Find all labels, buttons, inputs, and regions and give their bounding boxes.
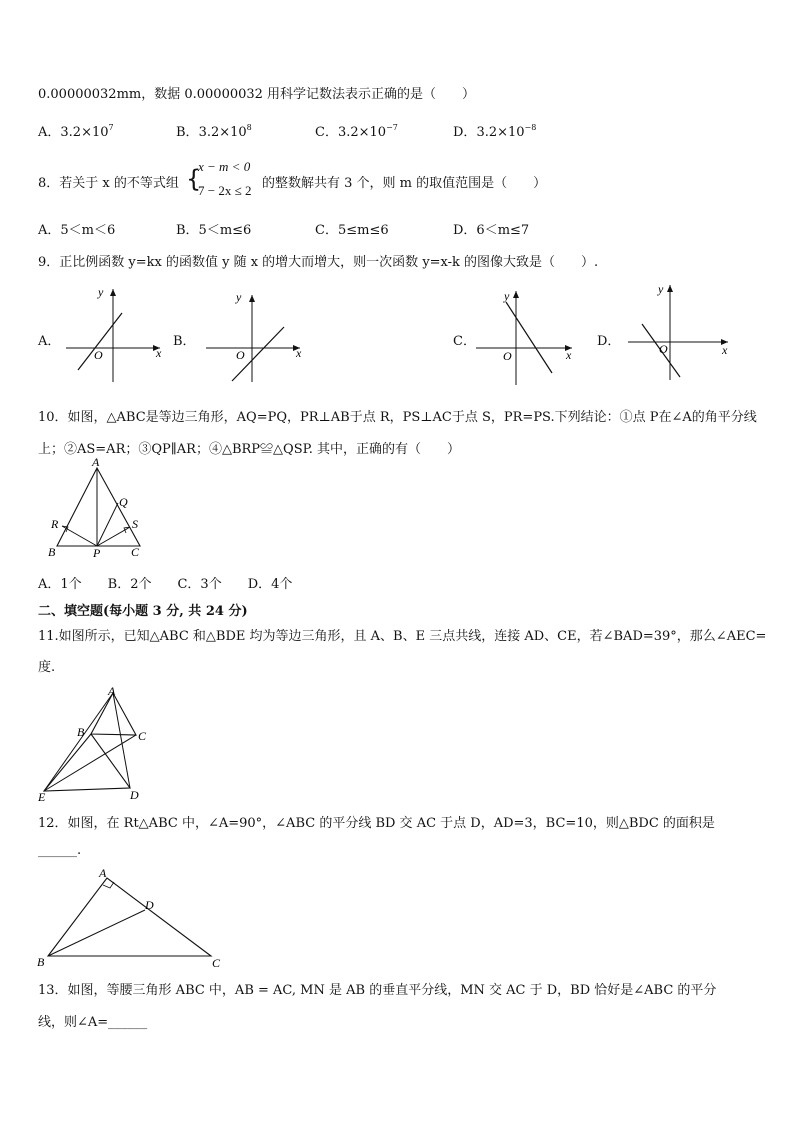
label-c: C	[131, 545, 140, 559]
origin-label: O	[503, 349, 512, 363]
q9-option-a[interactable]: A．	[38, 334, 61, 349]
q7-text: 0.00000032mm，数据 0.00000032 用科学记数法表示正确的是（ ）	[38, 87, 476, 102]
y-axis-label: y	[504, 289, 510, 303]
origin-label: O	[659, 342, 668, 356]
label-b: B	[37, 955, 45, 969]
q10-options[interactable]: A．1个 B．2个 C．3个 D．4个	[38, 577, 293, 592]
option-label: A．	[38, 125, 61, 140]
q7-option-c[interactable]	[315, 121, 398, 140]
y-axis-label: y	[658, 282, 664, 296]
option-value: 3.2×10	[337, 125, 387, 140]
label-b: B	[77, 725, 85, 739]
x-axis-label: x	[566, 348, 572, 362]
label-r: R	[51, 517, 59, 531]
option-label: D．	[453, 125, 477, 140]
x-axis-label: x	[722, 343, 728, 357]
option-label: C．	[315, 125, 338, 140]
option-value: 3.2×10	[60, 125, 109, 140]
q13-text-line2: 线，则∠A=______	[38, 1015, 148, 1030]
q7-option-b[interactable]	[176, 121, 252, 140]
q8-inequality-1: x − m < 0	[198, 159, 251, 174]
label-s: S	[132, 517, 138, 531]
option-exponent: −8	[524, 123, 537, 132]
q10-figure	[45, 456, 155, 561]
label-a: A	[99, 866, 107, 880]
q8-option-c[interactable]: C．5≤m≤6	[315, 223, 389, 238]
q12-figure	[35, 866, 235, 970]
origin-label: O	[94, 348, 103, 362]
label-b: B	[48, 545, 56, 559]
label-a: A	[92, 455, 100, 469]
option-exponent: 7	[108, 123, 114, 132]
label-e: E	[38, 790, 46, 804]
label-a: A	[108, 684, 116, 698]
q9-graph-b	[200, 285, 310, 385]
y-axis-label: y	[236, 290, 242, 304]
q8-inequality-2: 7 − 2x ≤ 2	[198, 183, 252, 198]
q9-option-d[interactable]: D．	[597, 334, 621, 349]
q9-graph-a	[60, 285, 170, 385]
label-d: D	[145, 898, 154, 912]
q9-graph-d	[618, 282, 736, 382]
q9-text: 9．正比例函数 y=kx 的函数值 y 随 x 的增大而增大，则一次函数 y=x-k 的图像大致是（ ）.	[38, 255, 599, 270]
q10-text-line2: 上；②AS=AR；③QP∥AR；④△BRP≌△QSP. 其中，正确的有（ ）	[38, 442, 460, 457]
q7-option-d[interactable]	[453, 121, 536, 140]
q8-suffix: 的整数解共有 3 个，则 m 的取值范围是（ ）	[262, 176, 547, 191]
q8-option-a[interactable]: A．5＜m＜6	[38, 223, 116, 238]
label-q: Q	[119, 495, 128, 509]
section-header: 二、填空题(每小题 3 分, 共 24 分)	[38, 604, 248, 619]
option-label: B．	[176, 125, 199, 140]
q9-option-c[interactable]: C．	[453, 334, 476, 349]
q13-text-line1: 13．如图，等腰三角形 ABC 中，AB = AC, MN 是 AB 的垂直平分线，MN 交 AC 于 D，BD 恰好是∠ABC 的平分	[38, 983, 717, 998]
q12-text-line2: ______.	[38, 843, 82, 858]
q9-graph-c	[470, 285, 580, 385]
q7-option-a[interactable]	[38, 121, 114, 140]
option-exponent: 8	[246, 123, 252, 132]
x-axis-label: x	[296, 346, 302, 360]
q11-text-line2: 度.	[38, 660, 56, 675]
brace-icon: {	[186, 165, 202, 193]
q8-option-d[interactable]: D．6＜m≤7	[453, 223, 530, 238]
option-value: 3.2×10	[198, 125, 247, 140]
origin-label: O	[236, 348, 245, 362]
q11-text-line1: 11.如图所示，已知△ABC 和△BDE 均为等边三角形，且 A、B、E 三点共线，连接 AD、CE，若∠BAD=39°，那么∠AEC=	[38, 629, 767, 644]
label-p: P	[93, 546, 101, 560]
q8-option-b[interactable]: B．5＜m≤6	[176, 223, 252, 238]
q8-prefix: 8．若关于 x 的不等式组	[38, 176, 179, 191]
y-axis-label: y	[98, 285, 104, 299]
q10-text-line1: 10．如图，△ABC是等边三角形，AQ=PQ，PR⊥AB于点 R，PS⊥AC于点 S，PR=PS.下列结论：①点 P在∠A的角平分线	[38, 410, 757, 425]
x-axis-label: x	[156, 346, 162, 360]
q12-text-line1: 12．如图，在 Rt△ABC 中，∠A=90°，∠ABC 的平分线 BD 交 AC 于点 D，AD=3，BC=10，则△BDC 的面积是	[38, 816, 715, 831]
label-d: D	[130, 788, 139, 802]
option-exponent: −7	[386, 123, 398, 132]
label-c: C	[138, 729, 147, 743]
q11-figure	[35, 683, 160, 803]
q9-option-b[interactable]: B．	[173, 334, 196, 349]
option-value: 3.2×10	[476, 125, 525, 140]
label-c: C	[212, 956, 221, 970]
